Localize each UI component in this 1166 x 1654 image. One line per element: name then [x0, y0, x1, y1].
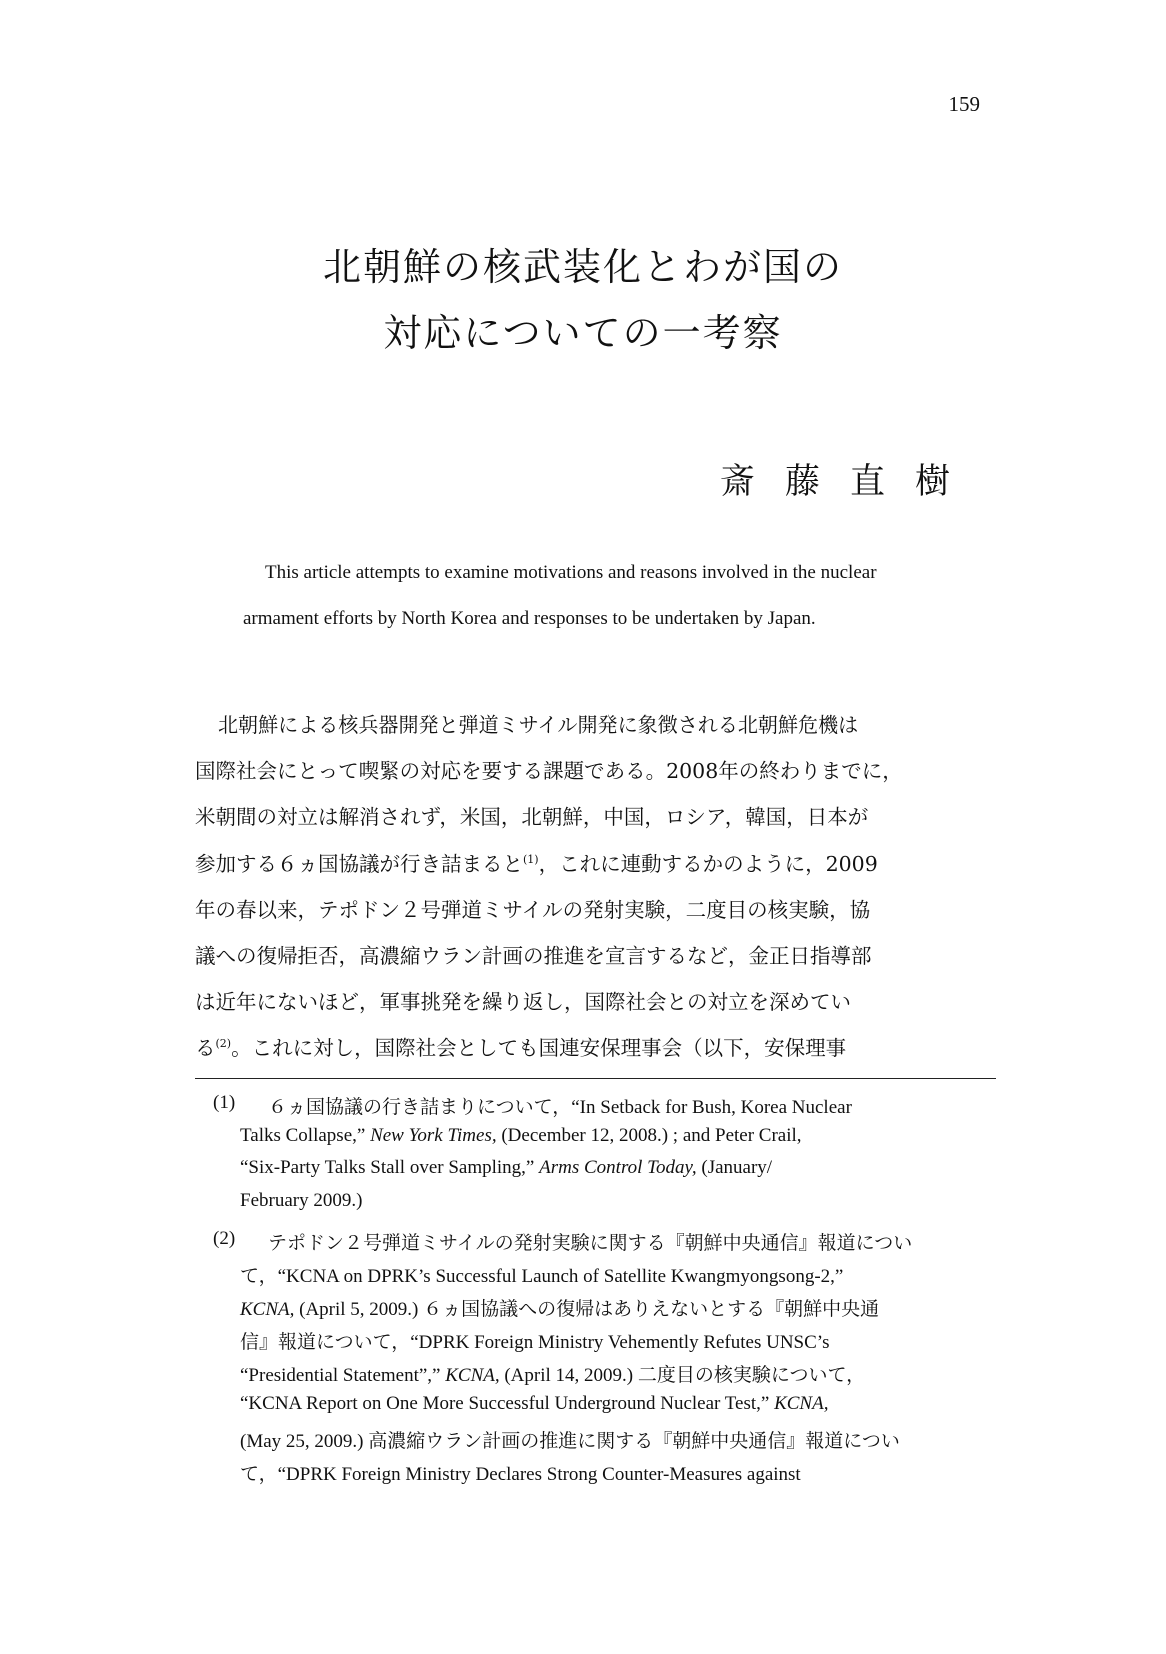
footnote-1-line-4: February 2009.) — [240, 1190, 363, 1211]
footnote-1-line-1: ６ヵ国協議の行き詰まりについて，“In Setback for Bush, Korea Nuclear — [268, 1097, 852, 1118]
fn-text: (April 5, 2009.) ６ヵ国協議への復帰はありえないとする『朝鮮中央通 — [299, 1299, 880, 1320]
fn-text: Talks Collapse,” — [240, 1125, 366, 1146]
body-line-5: 年の春以来，テポドン２号弾道ミサイルの発射実験，二度目の核実験，協 — [195, 898, 871, 922]
footnote-2-line-4: 信』報道について，“DPRK Foreign Ministry Vehemently Refutes UNSC’s — [240, 1332, 830, 1353]
fn-text: “KCNA Report on One More Successful Underground Nuclear Test,” — [240, 1393, 770, 1414]
author-name: 斎藤直樹 — [719, 462, 980, 502]
body-text: ，これに連動するかのように，2009 — [538, 852, 878, 876]
body-line-1: 北朝鮮による核兵器開発と弾道ミサイル開発に象徴される北朝鮮危機は — [218, 713, 859, 737]
body-line-3: 米朝間の対立は解消されず，米国，北朝鮮，中国，ロシア，韓国，日本が — [195, 805, 869, 829]
article-title-line-1: 北朝鮮の核武装化とわが国の — [322, 245, 843, 289]
fn-text: (April 14, 2009.) 二度目の核実験について， — [504, 1365, 866, 1386]
body-line-6: 議への復帰拒否，高濃縮ウラン計画の推進を宣言するなど，金正日指導部 — [195, 944, 872, 968]
footnote-2-line-8: て，“DPRK Foreign Ministry Declares Strong Counter-Measures against — [240, 1464, 801, 1485]
footnote-2-line-7: (May 25, 2009.) 高濃縮ウラン計画の推進に関する『朝鮮中央通信』報道につい — [240, 1431, 900, 1452]
fn-text: (January/ — [701, 1157, 773, 1178]
footnote-2-line-6 — [240, 1393, 828, 1415]
footnote-1-number: (1) — [213, 1092, 236, 1113]
footnote-2-number: (2) — [213, 1228, 236, 1249]
footnote-2-line-3 — [240, 1294, 879, 1321]
footnote-1-line-3 — [240, 1157, 772, 1179]
body-line-4 — [195, 847, 995, 877]
abstract-line-1: This article attempts to examine motivations and reasons involved in the nuclear — [265, 562, 877, 583]
body-text: る — [195, 1036, 216, 1060]
body-text: 。これに対し，国際社会としても国連安保理事会（以下，安保理事 — [231, 1036, 847, 1060]
fn-source-title: New York Times, — [370, 1125, 497, 1146]
fn-text: “Six-Party Talks Stall over Sampling,” — [240, 1157, 535, 1178]
footnote-ref-1[interactable]: (1) — [523, 853, 539, 867]
body-line-7: は近年にないほど，軍事挑発を繰り返し，国際社会との対立を深めてい — [195, 990, 851, 1014]
footnote-2-line-1: テポドン２号弾道ミサイルの発射実験に関する『朝鮮中央通信』報道につい — [268, 1233, 913, 1254]
body-line-8 — [195, 1031, 995, 1061]
abstract-line-2: armament efforts by North Korea and responses to be undertaken by Japan. — [243, 608, 816, 629]
footnote-divider — [195, 1078, 996, 1079]
footnote-1-line-2 — [240, 1125, 802, 1147]
footnote-2-line-5 — [240, 1360, 865, 1387]
fn-source-title: Arms Control Today, — [539, 1157, 697, 1178]
footnote-ref-2[interactable]: (2) — [215, 1037, 232, 1051]
body-text: 参加する６ヵ国協議が行き詰まると — [195, 852, 523, 876]
fn-source-title: KCNA, — [445, 1365, 500, 1386]
article-title-line-2: 対応についての一考察 — [383, 311, 783, 355]
fn-source-title: KCNA, — [774, 1393, 829, 1414]
page-number: 159 — [948, 92, 980, 116]
footnote-2-line-2: て，“KCNA on DPRK’s Successful Launch of Satellite Kwangmyongsong-2,” — [240, 1266, 844, 1287]
fn-text: (December 12, 2008.) ; and Peter Crail, — [501, 1125, 802, 1146]
fn-source-title: KCNA, — [240, 1299, 295, 1320]
fn-text: “Presidential Statement”,” — [240, 1365, 441, 1386]
body-line-2: 国際社会にとって喫緊の対応を要する課題である。2008年の終わりまでに， — [195, 759, 903, 783]
